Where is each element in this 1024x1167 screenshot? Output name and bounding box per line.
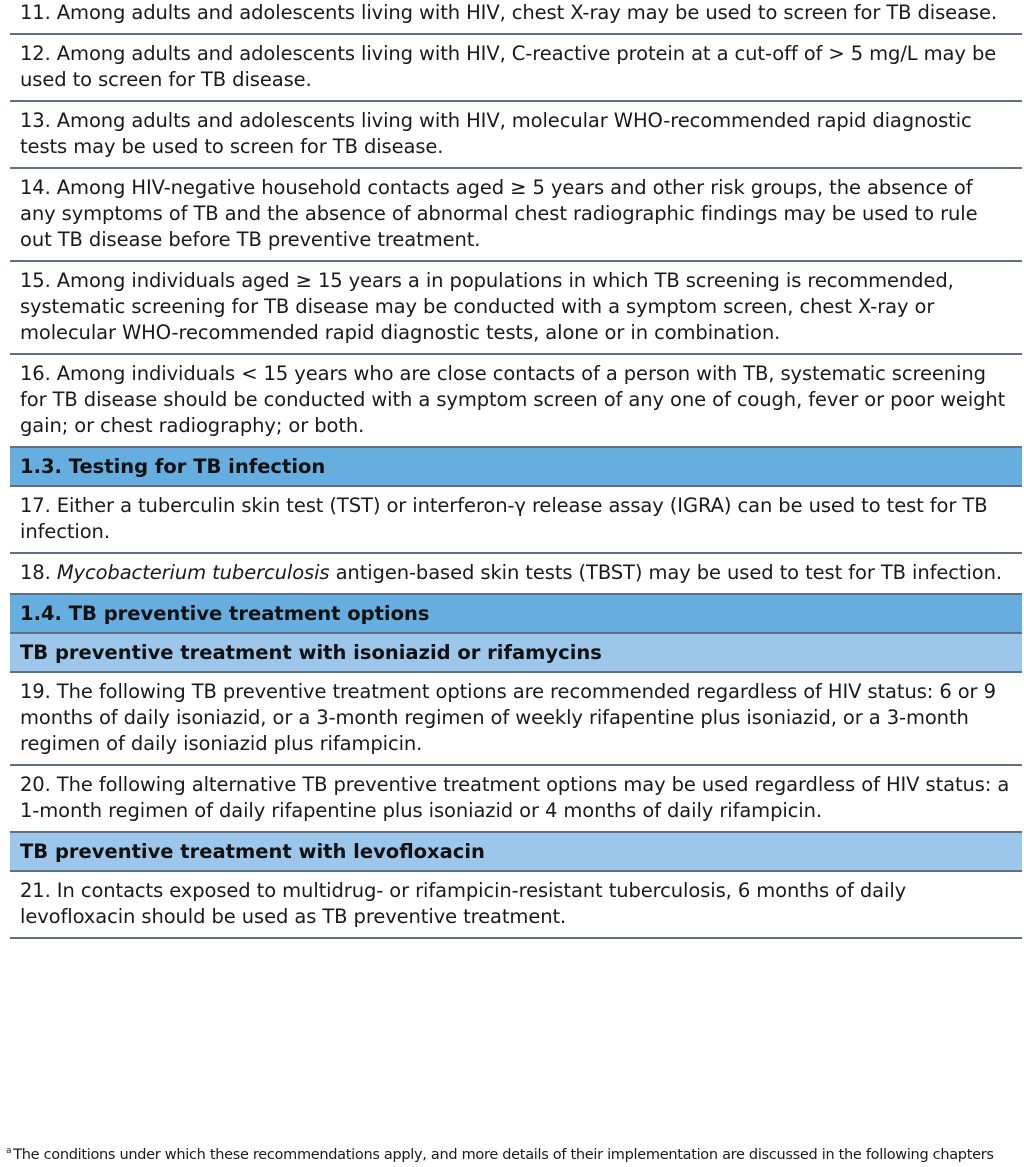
recommendation-18-text: antigen-based skin tests (TBST) may be used to test for TB infection. — [329, 561, 1002, 584]
recommendation-11: 11. Among adults and adolescents living with HIV, chest X-ray may be used to screen for TB disease. — [10, 0, 1022, 35]
section-header-preventive-treatment-options: 1.4. TB preventive treatment options — [10, 595, 1022, 634]
footnote-text: The conditions under which these recommendations apply, and more details of their implementation are discussed in the following chapters — [13, 1147, 994, 1163]
recommendation-17: 17. Either a tuberculin skin test (TST) or interferon-γ release assay (IGRA) can be used to test for TB infection. — [10, 487, 1022, 554]
recommendation-15: 15. Among individuals aged ≥ 15 years a in populations in which TB screening is recommended, systematic screening for TB disease may be conducted with a symptom screen, chest X-ray or molecular WHO-recommended rapid diagnostic tests, alone or in combination. — [10, 262, 1022, 355]
recommendations-table — [10, 0, 1022, 939]
subsection-header-isoniazid-rifamycins: TB preventive treatment with isoniazid or rifamycins — [10, 634, 1022, 673]
recommendation-18-organism: Mycobacterium tuberculosis — [56, 561, 330, 584]
recommendation-18 — [10, 554, 1022, 595]
recommendation-20: 20. The following alternative TB preventive treatment options may be used regardless of HIV status: a 1-month regimen of daily rifapentine plus isoniazid or 4 months of daily rifampicin. — [10, 766, 1022, 833]
section-header-testing-tb-infection: 1.3. Testing for TB infection — [10, 448, 1022, 487]
recommendation-18-number: 18. — [20, 561, 57, 584]
recommendation-21: 21. In contacts exposed to multidrug- or rifampicin-resistant tuberculosis, 6 months of daily levofloxacin should be used as TB preventive treatment. — [10, 872, 1022, 939]
recommendation-14: 14. Among HIV-negative household contacts aged ≥ 5 years and other risk groups, the absence of any symptoms of TB and the absence of abnormal chest radiographic findings may be used to rule out TB disease before TB preventive treatment. — [10, 169, 1022, 262]
subsection-header-levofloxacin: TB preventive treatment with levofloxacin — [10, 833, 1022, 872]
footnote — [6, 1142, 994, 1164]
recommendation-12: 12. Among adults and adolescents living with HIV, C-reactive protein at a cut-off of > 5 mg/L may be used to screen for TB disease. — [10, 35, 1022, 102]
footnote-marker: a — [6, 1146, 12, 1156]
recommendation-13: 13. Among adults and adolescents living with HIV, molecular WHO-recommended rapid diagnostic tests may be used to screen for TB disease. — [10, 102, 1022, 169]
recommendation-19: 19. The following TB preventive treatment options are recommended regardless of HIV status: 6 or 9 months of daily isoniazid, or a 3-month regimen of weekly rifapentine plus isoniazid, or a 3-month regimen of daily isoniazid plus rifampicin. — [10, 673, 1022, 766]
recommendation-16: 16. Among individuals < 15 years who are close contacts of a person with TB, systematic screening for TB disease should be conducted with a symptom screen of any one of cough, fever or poor weight gain; or chest radiography; or both. — [10, 355, 1022, 448]
